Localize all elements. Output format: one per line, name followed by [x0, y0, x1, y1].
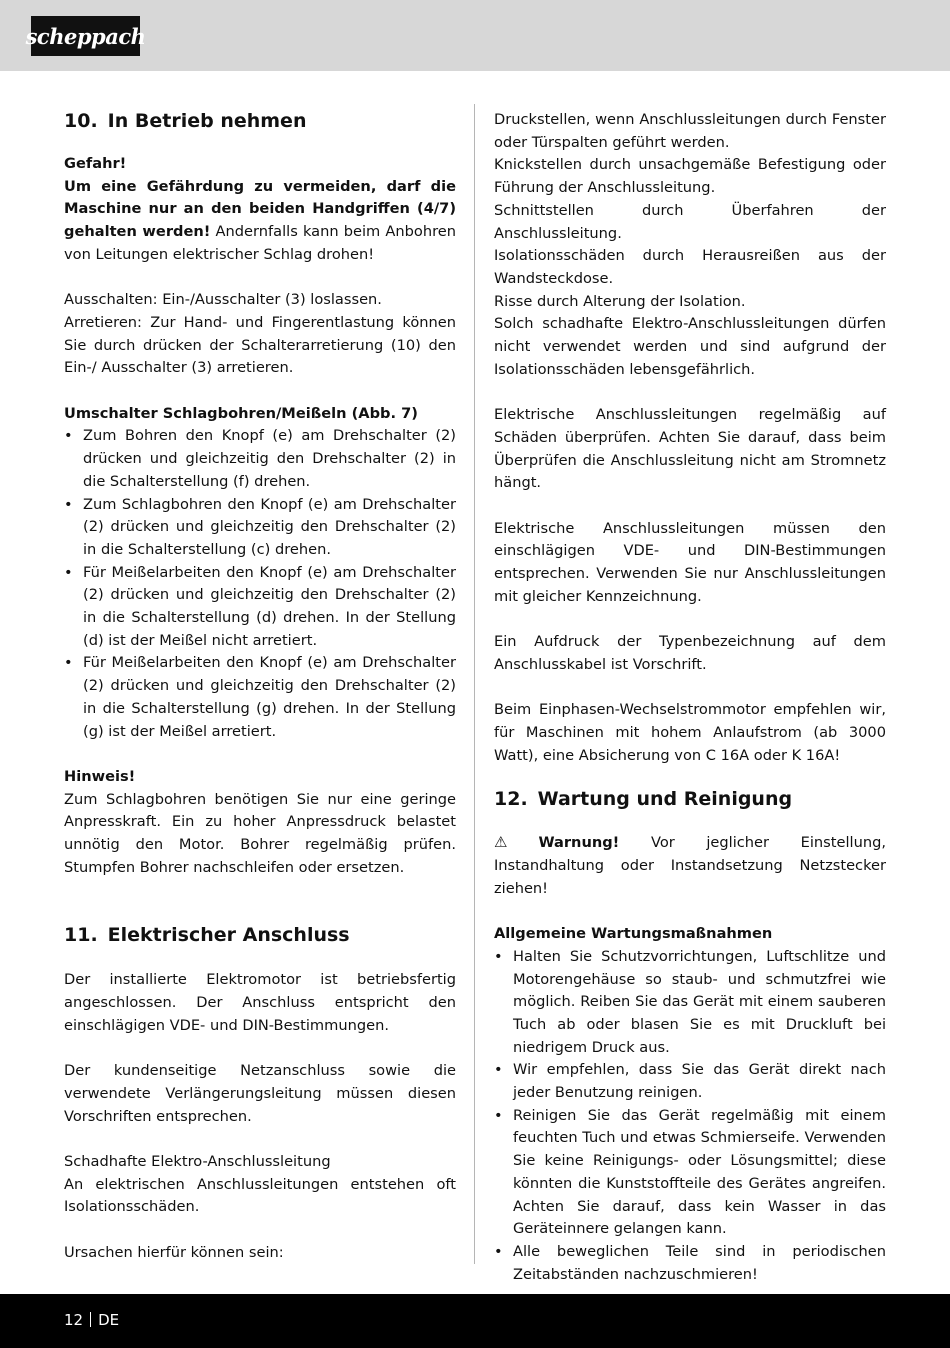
column-divider: [474, 104, 475, 1264]
list-item: • Für Meißelarbeiten den Knopf (e) am Drehschalter (2) drücken und gleichzeitig den Drehschalter (2) in die Schalterstellung (d) drehen. In der Stellung (d) ist der Meißel nicht arretiert.: [64, 562, 456, 653]
section-11-number: 11.: [64, 924, 98, 947]
list-item: • Halten Sie Schutzvorrichtungen, Luftschlitze und Motorengehäuse so staub- und schmutzfrei wie möglich. Reiben Sie das Gerät mit einem sauberen Tuch ab oder blasen Sie es mit Druckluft bei niedrigem Druck aus.: [494, 946, 886, 1060]
s11-subheading: Schadhafte Elektro-Anschlussleitung: [64, 1153, 331, 1171]
motor-paragraph: Beim Einphasen-Wechselstrommotor empfehlen wir, für Maschinen mit hohem Anlaufstrom (ab 3000 Watt), eine Absicherung von C 16A oder K 16A!: [494, 701, 886, 764]
section-10-number: 10.: [64, 110, 98, 132]
section-11-title: Elektrischer Anschluss: [107, 924, 350, 947]
maintenance-list: [494, 946, 886, 1287]
switch-off-text: Ausschalten: Ein-/Ausschalter (3) loslassen.: [64, 291, 382, 309]
cause-item: Risse durch Alterung der Isolation.: [494, 292, 746, 310]
cause-item: Druckstellen, wenn Anschlussleitungen durch Fenster oder Türspalten geführt werden.: [494, 111, 886, 151]
cause-item: Knickstellen durch unsachgemäße Befestigung oder Führung der Anschlussleitung.: [494, 156, 886, 197]
vde-paragraph: Elektrische Anschlussleitungen müssen den einschlägigen VDE- und DIN-Bestimmungen entsprechen. Verwenden Sie nur Anschlussleitungen mit gleicher Kennzeichnung.: [494, 519, 886, 605]
warning-label: Warnung!: [538, 834, 620, 852]
language-code: DE: [98, 1311, 120, 1329]
section-12-heading: [494, 787, 886, 811]
section-11-heading: [64, 923, 456, 947]
brand-logo: scheppach: [31, 16, 140, 56]
page-footer: [0, 1294, 950, 1348]
danger-rest-text: Andernfalls kann beim Anbohren von Leitungen elektrischer Schlag drohen!: [64, 223, 456, 263]
lock-text: Arretieren: Zur Hand- und Fingerentlastung können Sie durch drücken der Schalterarretierung (10) den Ein-/ Ausschalter (3) arretieren.: [64, 313, 456, 377]
s11-paragraph-2: Der kundenseitige Netzanschluss sowie die verwendete Verlängerungsleitung müssen diesen Vorschriften entsprechen.: [64, 1062, 456, 1125]
page-header: [0, 0, 950, 71]
cause-item: Solch schadhafte Elektro-Anschlussleitungen dürfen nicht verwendet werden und sind aufgrund der Isolationsschäden lebensgefährlich.: [494, 315, 886, 378]
left-column: [64, 109, 456, 1265]
list-item: • Alle beweglichen Teile sind in periodischen Zeitabständen nachzuschmieren!: [494, 1241, 886, 1286]
list-item: • Zum Bohren den Knopf (e) am Drehschalter (2) drücken und gleichzeitig den Drehschalter (2) in die Schalterstellung (f) drehen.: [64, 425, 456, 493]
note-heading: Hinweis!: [64, 767, 136, 785]
mode-heading: Umschalter Schlagbohren/Meißeln (Abb. 7): [64, 404, 418, 422]
list-item: • Wir empfehlen, dass Sie das Gerät direkt nach jeder Benutzung reinigen.: [494, 1059, 886, 1104]
danger-heading: Gefahr!: [64, 155, 127, 172]
section-10-heading: [64, 109, 456, 133]
footer-separator: [90, 1312, 91, 1327]
note-text: Zum Schlagbohren benötigen Sie nur eine geringe Anpresskraft. Ein zu hoher Anpressdruck belastet unnötig den Motor. Bohrer regelmäßig prüfen. Stumpfen Bohrer nachschleifen oder ersetzen.: [64, 790, 456, 876]
list-item: • Zum Schlagbohren den Knopf (e) am Drehschalter (2) drücken und gleichzeitig den Drehschalter (2) in die Schalterstellung (c) drehen.: [64, 494, 456, 562]
list-item: • Für Meißelarbeiten den Knopf (e) am Drehschalter (2) drücken und gleichzeitig den Drehschalter (2) in die Schalterstellung (g) drehen. In der Stellung (g) ist der Meißel arretiert.: [64, 652, 456, 743]
danger-bold-text: Um eine Gefährdung zu vermeiden, darf die Maschine nur an den beiden Handgriffen (4/7) gehalten werden!: [64, 177, 456, 241]
type-paragraph: Ein Aufdruck der Typenbezeichnung auf dem Anschlusskabel ist Vorschrift.: [494, 633, 886, 673]
maintenance-heading: Allgemeine Wartungsmaßnahmen: [494, 925, 773, 943]
section-12-number: 12.: [494, 788, 528, 811]
section-10-title: In Betrieb nehmen: [107, 110, 307, 132]
warning-triangle-icon: ⚠: [494, 833, 535, 852]
mode-list: [64, 425, 456, 743]
list-item: • Reinigen Sie das Gerät regelmäßig mit einem feuchten Tuch und etwas Schmierseife. Verwenden Sie keine Reinigungs- oder Lösungsmittel; diese könnten die Kunststoffteile des Gerätes angreifen. Achten Sie darauf, dass kein Wasser in das Geräteinnere gelangen kann.: [494, 1105, 886, 1241]
check-paragraph: Elektrische Anschlussleitungen regelmäßig auf Schäden überprüfen. Achten Sie darauf, dass beim Überprüfen die Anschlussleitung nicht am Stromnetz hängt.: [494, 406, 886, 492]
s11-paragraph-1: Der installierte Elektromotor ist betriebsfertig angeschlossen. Der Anschluss entspricht den einschlägigen VDE- und DIN-Bestimmungen.: [64, 971, 456, 1034]
cause-item: Isolationsschäden durch Herausreißen aus der Wandsteckdose.: [494, 247, 886, 287]
cause-item: Schnittstellen durch Überfahren der Anschlussleitung.: [494, 201, 886, 242]
page-number: 12: [64, 1311, 84, 1329]
warning-text: Vor jeglicher Einstellung, Instandhaltung oder Instandsetzung Netzstecker ziehen!: [494, 834, 886, 897]
s11-paragraph-4: Ursachen hierfür können sein:: [64, 1243, 284, 1261]
section-12-title: Wartung und Reinigung: [537, 788, 793, 811]
warning-paragraph: [494, 831, 886, 900]
right-column: [494, 109, 886, 1286]
danger-paragraph: [64, 176, 456, 267]
s11-paragraph-3: An elektrischen Anschlussleitungen entstehen oft Isolationsschäden.: [64, 1175, 456, 1216]
page-indicator: [64, 1310, 119, 1330]
